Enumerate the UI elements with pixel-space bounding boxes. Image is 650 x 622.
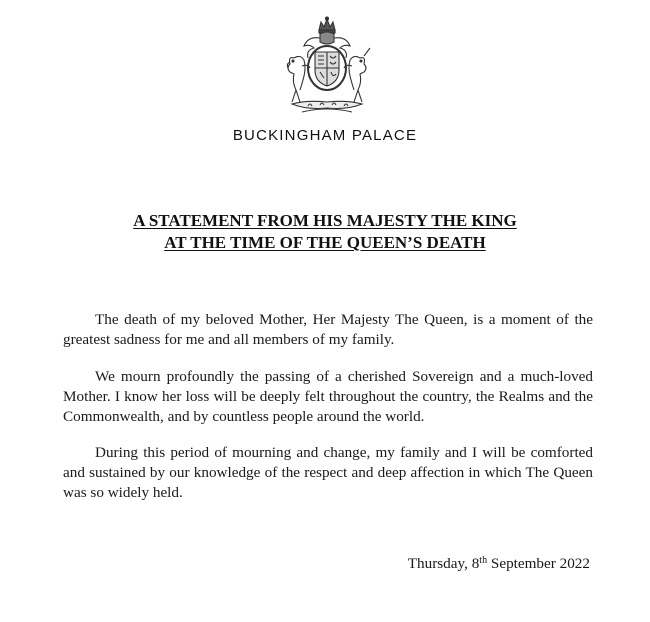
statement-title-line-1: A STATEMENT FROM HIS MAJESTY THE KING <box>133 211 517 230</box>
statement-title <box>0 210 650 254</box>
institution-name: BUCKINGHAM PALACE <box>232 127 418 144</box>
statement-paragraph <box>63 367 593 427</box>
paragraph-text: We mourn profoundly the passing of a cherished Sovereign and a much-loved Mother. I know her loss will be deeply felt throughout the country, the Realms and the Commonwealth, and by countless people around the world. <box>63 368 593 425</box>
date-ordinal-suffix: th <box>479 555 488 566</box>
royal-coat-of-arms-icon <box>272 16 382 116</box>
statement-paragraph <box>63 443 593 503</box>
statement-date <box>360 555 590 573</box>
statement-paragraph <box>63 310 593 350</box>
statement-title-line-2: AT THE TIME OF THE QUEEN’S DEATH <box>164 233 486 252</box>
paragraph-text: During this period of mourning and change, my family and I will be comforted and sustained by our knowledge of the respect and deep affection in which The Queen was so widely held. <box>63 444 593 501</box>
paragraph-text: The death of my beloved Mother, Her Majesty The Queen, is a moment of the greatest sadness for me and all members of my family. <box>63 311 593 348</box>
date-day: Thursday, 8 <box>407 555 480 572</box>
date-month-year: September 2022 <box>487 555 590 572</box>
